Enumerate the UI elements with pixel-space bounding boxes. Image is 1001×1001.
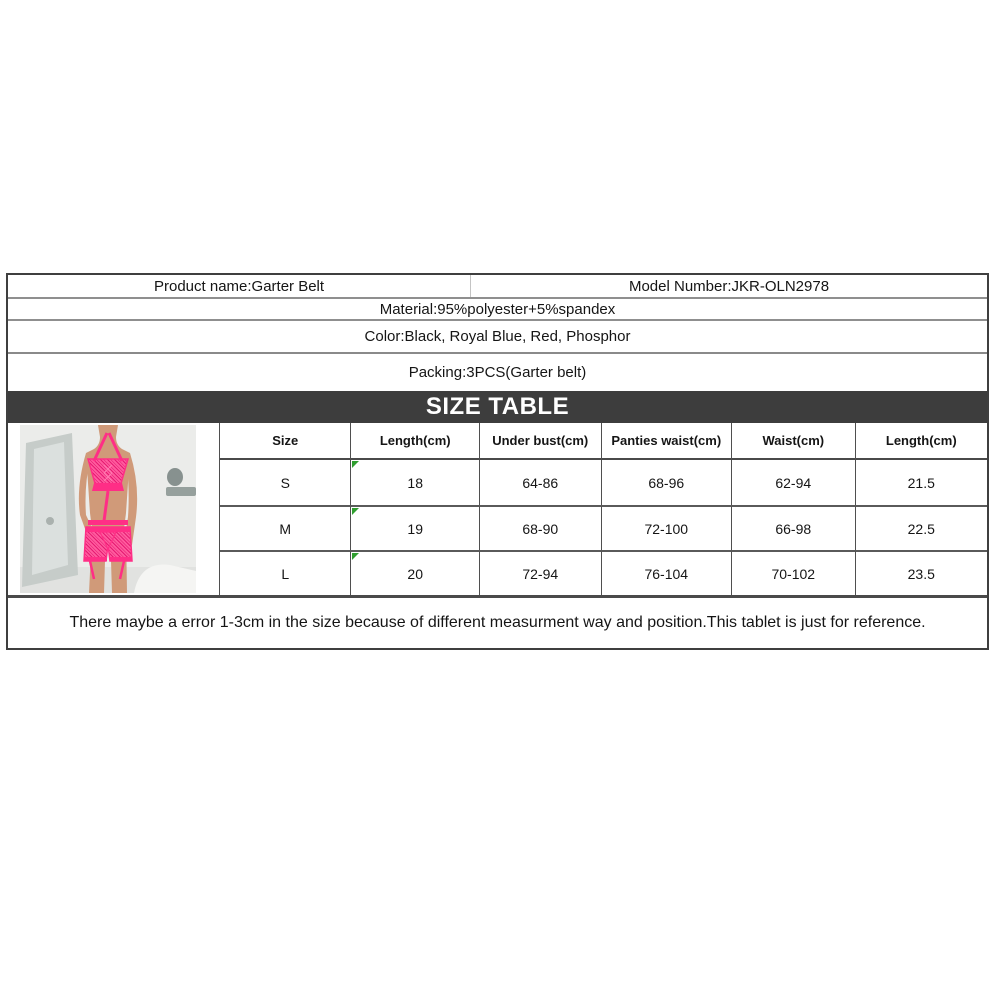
col-header-waist: Waist(cm) (731, 423, 855, 460)
packing-row: Packing:3PCS(Garter belt) (8, 352, 987, 391)
cell-panties-waist-l: 76-104 (601, 550, 731, 595)
cell-under-bust-l: 72-94 (479, 550, 601, 595)
product-spec-sheet (6, 273, 989, 650)
cell-value: 20 (407, 565, 423, 582)
cell-length2-m: 22.5 (855, 505, 987, 550)
size-chart-area (8, 423, 987, 595)
col-header-under-bust: Under bust(cm) (479, 423, 601, 460)
product-name: Product name:Garter Belt (8, 275, 471, 297)
cell-flag-icon (352, 553, 359, 560)
cell-value: 19 (407, 520, 423, 537)
material-row: Material:95%polyester+5%spandex (8, 297, 987, 319)
color-row: Color:Black, Royal Blue, Red, Phosphor (8, 319, 987, 352)
cell-panties-waist-m: 72-100 (601, 505, 731, 550)
cell-value: 18 (407, 474, 423, 491)
cell-length-l (350, 550, 478, 595)
cell-under-bust-s: 64-86 (479, 460, 601, 505)
footer-note: There maybe a error 1-3cm in the size because of different measurment way and position.This tablet is just for reference. (8, 595, 987, 648)
cell-flag-icon (352, 508, 359, 515)
cell-length2-l: 23.5 (855, 550, 987, 595)
size-table (220, 423, 987, 595)
cell-size-m: M (220, 505, 350, 550)
cell-length-m (350, 505, 478, 550)
cell-waist-l: 70-102 (731, 550, 855, 595)
cell-under-bust-m: 68-90 (479, 505, 601, 550)
col-header-length-2: Length(cm) (855, 423, 987, 460)
model-number: Model Number:JKR-OLN2978 (628, 277, 830, 295)
cell-length2-s: 21.5 (855, 460, 987, 505)
cell-waist-m: 66-98 (731, 505, 855, 550)
size-table-title: SIZE TABLE (8, 391, 987, 423)
cell-panties-waist-s: 68-96 (601, 460, 731, 505)
product-photo (8, 423, 220, 595)
product-model-row (8, 275, 987, 297)
cell-length-s (350, 460, 478, 505)
col-header-panties-waist: Panties waist(cm) (601, 423, 731, 460)
cell-size-s: S (280, 474, 290, 491)
cell-size-l: L (220, 550, 350, 595)
product-photo-illustration (20, 425, 196, 593)
cell-waist-s: 62-94 (731, 460, 855, 505)
cell-flag-icon (352, 461, 359, 468)
col-header-size: Size (220, 423, 350, 460)
col-header-length: Length(cm) (350, 423, 478, 460)
